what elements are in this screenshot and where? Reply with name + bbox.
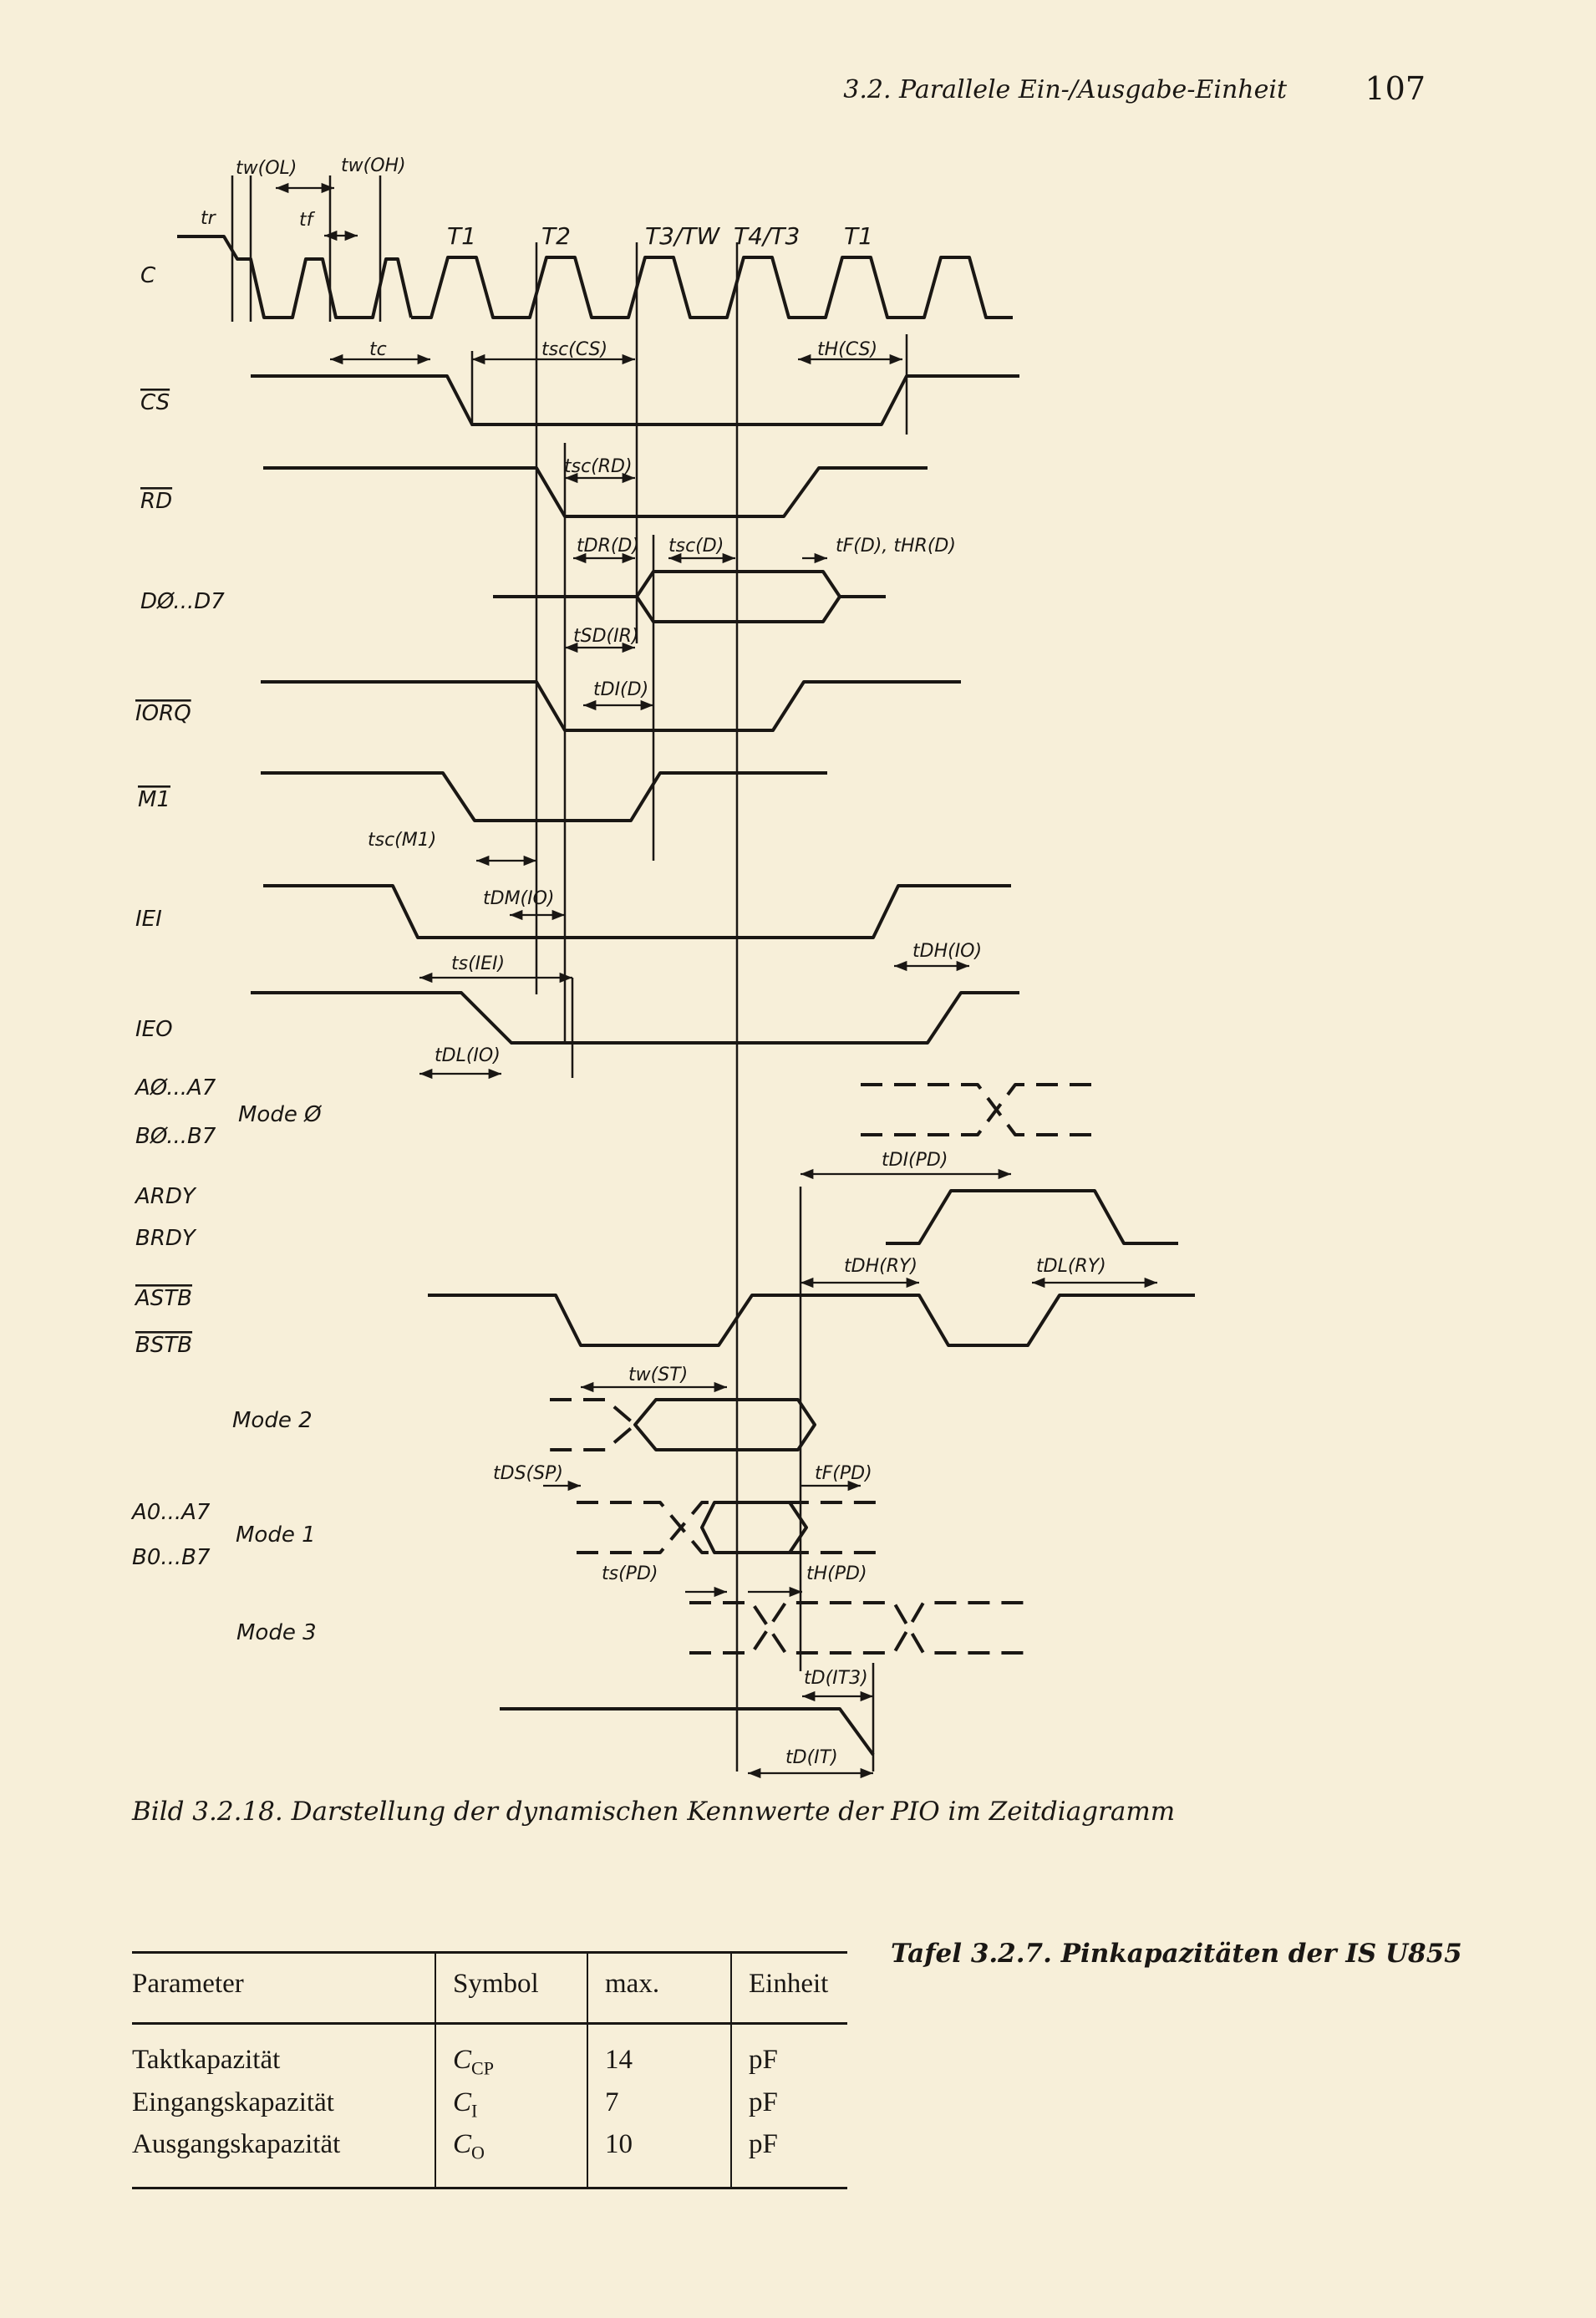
astb-waveform	[428, 1295, 1195, 1345]
signal-label-rd: RD	[140, 489, 173, 514]
table-title: Tafel 3.2.7. Pinkapazitäten der IS U855	[891, 1939, 1462, 1969]
signal-label-port-a: AØ...A7	[135, 1075, 216, 1101]
col-header-symbol: Symbol	[435, 1953, 587, 2024]
mode2-data-window	[635, 1400, 815, 1450]
symbol-subscript: I	[471, 2100, 478, 2122]
symbol-base: C	[453, 2129, 472, 2160]
timing-parameter-label: tD(IT3)	[804, 1668, 868, 1689]
symbol-subscript: O	[471, 2142, 485, 2163]
timing-parameter-label: ts(IEI)	[451, 953, 506, 974]
col-header-parameter: Parameter	[132, 1953, 435, 2024]
table-header-row	[132, 1953, 847, 2024]
timing-parameter-label: tDS(SP)	[493, 1463, 563, 1484]
signal-label-bstb: BSTB	[135, 1333, 193, 1358]
figure-caption: Bild 3.2.18. Darstellung der dynamischen Kennwerte der PIO im Zeitdiagramm	[132, 1797, 1176, 1827]
table-row	[132, 2086, 847, 2128]
mode-label: Mode 2	[232, 1408, 313, 1433]
signal-label-brdy: BRDY	[135, 1226, 196, 1251]
timing-parameter-label: tDL(IO)	[435, 1045, 501, 1066]
m1-waveform	[261, 773, 827, 821]
cell-unit: pF	[731, 2086, 847, 2128]
mode0-data-lines	[861, 1085, 1103, 1135]
page-number: 107	[1365, 70, 1426, 107]
clock-phase-label: T3/TW	[645, 222, 720, 250]
clock-phase-label: T4/T3	[734, 222, 801, 250]
signal-label-cs: CS	[140, 390, 170, 415]
mode2-data-lines	[550, 1400, 635, 1450]
mode1-data-lines	[577, 1502, 886, 1553]
table-row	[132, 2127, 847, 2188]
mode1-data-window	[702, 1502, 806, 1553]
symbol-subscript: CP	[471, 2057, 494, 2079]
signal-label-iorq: IORQ	[135, 701, 191, 726]
timing-parameter-label: tw(ST)	[628, 1365, 689, 1385]
col-header-max: max.	[587, 1953, 731, 2024]
mode-label: Mode 3	[236, 1620, 317, 1645]
signal-label-astb: ASTB	[135, 1286, 193, 1311]
cell-parameter: Ausgangskapazität	[132, 2127, 435, 2188]
signal-label-c: C	[140, 263, 156, 288]
ieo-waveform	[251, 993, 1019, 1043]
timing-parameter-label: tDI(PD)	[882, 1150, 948, 1171]
timing-parameter-label: tDL(RY)	[1036, 1256, 1106, 1277]
cell-parameter: Eingangskapazität	[132, 2087, 334, 2117]
cell-parameter: Taktkapazität	[132, 2045, 281, 2075]
clock-waveform	[177, 236, 411, 318]
clock-phase-label: T1	[447, 222, 476, 250]
clock-waveform	[411, 257, 1013, 318]
signal-label-iei: IEI	[135, 907, 162, 932]
mode1-data-lines	[577, 1502, 886, 1553]
signal-label-data-bus: DØ...D7	[140, 589, 225, 614]
cell-symbol	[435, 2024, 587, 2086]
clock-phase-label: T2	[541, 222, 571, 250]
section-title: 3.2. Parallele Ein-/Ausgabe-Einheit	[843, 75, 1287, 104]
iei-waveform	[263, 886, 1011, 938]
timing-parameter-label: tH(CS)	[817, 339, 878, 360]
cell-unit: pF	[731, 2127, 847, 2188]
clock-phase-label: T1	[844, 222, 873, 250]
cell-max: 14	[587, 2024, 731, 2086]
signal-label-port-b: BØ...B7	[135, 1124, 216, 1149]
cell-symbol	[435, 2127, 587, 2188]
timing-parameter-label: tDH(IO)	[912, 941, 983, 962]
mode3-data-lines	[689, 1603, 1024, 1653]
table-row	[132, 2024, 847, 2086]
symbol-base: C	[453, 2087, 472, 2117]
timing-parameter-label: tsc(D)	[668, 536, 724, 557]
timing-parameter-label: tsc(CS)	[541, 339, 608, 360]
cell-unit: pF	[731, 2024, 847, 2086]
cell-symbol	[435, 2086, 587, 2128]
signal-label-ardy: ARDY	[135, 1184, 196, 1209]
mode0-data-lines	[861, 1085, 1103, 1135]
timing-parameter-label: tsc(M1)	[368, 830, 437, 851]
timing-parameter-label: tw(OH)	[341, 155, 406, 176]
timing-parameter-label: tF(D), tHR(D)	[836, 536, 956, 557]
timing-parameter-label: tSD(IR)	[573, 626, 639, 647]
mode-label: Mode 1	[236, 1522, 316, 1548]
timing-parameter-label: ts(PD)	[602, 1563, 658, 1584]
timing-parameter-label: tr	[201, 208, 216, 229]
timing-parameter-label: tF(PD)	[815, 1463, 872, 1484]
timing-parameter-label: tsc(RD)	[564, 456, 633, 477]
col-header-unit: Einheit	[731, 1953, 847, 2024]
signal-label-m1: M1	[138, 787, 170, 812]
timing-parameter-label: tDR(D)	[577, 536, 639, 557]
signal-label-port-a-mode: A0...A7	[132, 1500, 211, 1525]
timing-parameter-label: tH(PD)	[806, 1563, 867, 1584]
capacitance-table	[132, 1951, 847, 2189]
symbol-base: C	[453, 2045, 472, 2075]
timing-parameter-label: tf	[299, 210, 313, 231]
timing-parameter-label: tw(OL)	[236, 158, 297, 179]
timing-parameter-label: tD(IT)	[785, 1747, 838, 1768]
timing-parameter-label: tDM(IO)	[483, 888, 555, 909]
timing-parameter-label: tDH(RY)	[844, 1256, 917, 1277]
data-bus-valid-window	[637, 572, 840, 622]
signal-label-ieo: IEO	[135, 1017, 173, 1042]
cs-waveform	[251, 376, 1019, 424]
mode-label: Mode Ø	[238, 1102, 322, 1127]
timing-parameter-label: tDI(D)	[593, 679, 649, 700]
timing-parameter-label: tc	[369, 339, 387, 360]
ardy-waveform	[886, 1191, 1178, 1243]
cell-max: 7	[587, 2086, 731, 2128]
cell-max: 10	[587, 2127, 731, 2188]
signal-label-port-b-mode: B0...B7	[132, 1545, 211, 1570]
mode3-data-lines	[689, 1603, 1024, 1653]
